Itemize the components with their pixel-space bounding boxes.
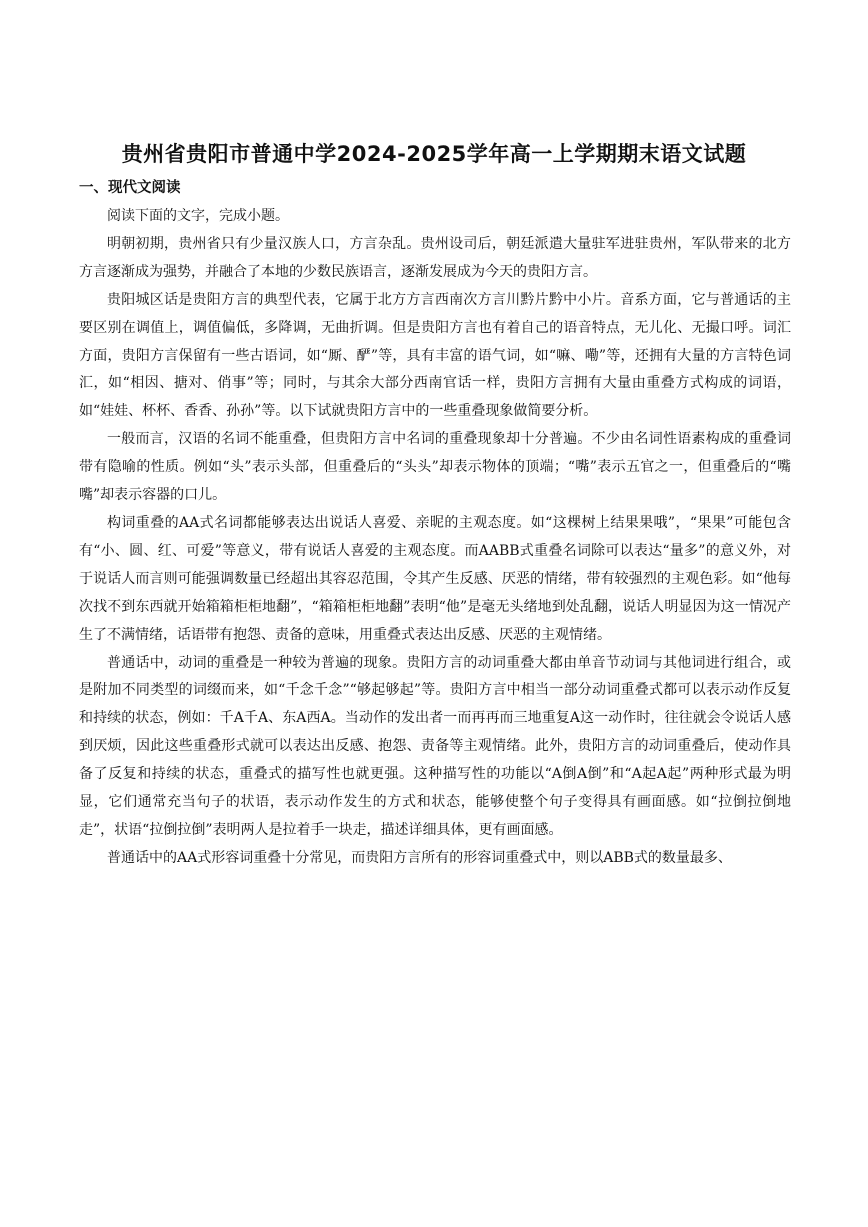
section-heading: 一、现代文阅读	[79, 180, 181, 196]
passage-paragraph: 普通话中的AA式形容词重叠十分常见，而贵阳方言所有的形容词重叠式中，则以ABB式的数量最多、	[107, 849, 732, 866]
passage-paragraph: 明朝初期，贵州省只有少量汉族人口，方言杂乱。贵州设司后，朝廷派遣大量驻军进驻贵州，军队带来的北方方言逐渐成为强势，并融合了本地的少数民族语言，逐渐发展成为今天的贵阳方言。	[79, 235, 791, 280]
reading-passage	[79, 203, 791, 873]
page-title: 贵州省贵阳市普通中学2024-2025学年高一上学期期末语文试题	[121, 142, 747, 166]
passage-paragraph: 普通话中，动词的重叠是一种较为普遍的现象。贵阳方言的动词重叠大都由单音节动词与其他词进行组合，或是附加不同类型的词缀而来，如“千念千念”“够起够起”等。贵阳方言中相当一部分动词重叠式都可以表示动作反复和持续的状态，例如：千A千A、东A西A。当动作的发出者一而再再而三地重复A这一动作时，往往就会令说话人感到厌烦，因此这些重叠形式就可以表达出反感、抱怨、责备等主观情绪。此外，贵阳方言的动词重叠后，使动作具备了反复和持续的状态，重叠式的描写性也就更强。这种描写性的功能以“A倒A倒”和“A起A起”两种形式最为明显，它们通常充当句子的状语，表示动作发生的方式和状态，能够使整个句子变得具有画面感。如“拉倒拉倒地走”，状语“拉倒拉倒”表明两人是拉着手一块走，描述详细具体，更有画面感。	[79, 654, 791, 838]
passage-paragraph: 一般而言，汉语的名词不能重叠，但贵阳方言中名词的重叠现象却十分普遍。不少由名词性语素构成的重叠词带有隐喻的性质。例如“头”表示头部，但重叠后的“头头”却表示物体的顶端；“嘴”表示五官之一，但重叠后的“嘴嘴”却表示容器的口儿。	[79, 431, 791, 504]
instruction-text: 阅读下面的文字，完成小题。	[107, 208, 289, 224]
passage-paragraph: 构词重叠的AA式名词都能够表达出说话人喜爱、亲昵的主观态度。如“这棵树上结果果哦”，“果果”可能包含有“小、圆、红、可爱”等意义，带有说话人喜爱的主观态度。而AABB式重叠名词除可以表达“量多”的意义外，对于说话人而言则可能强调数量已经超出其容忍范围，令其产生反感、厌恶的情绪，带有较强烈的主观色彩。如“他每次找不到东西就开始箱箱柜柜地翻”，“箱箱柜柜地翻”表明“他”是毫无头绪地到处乱翻，说话人明显因为这一情况产生了不满情绪，话语带有抱怨、责备的意味，用重叠式表达出反感、厌恶的主观情绪。	[79, 514, 791, 643]
passage-paragraph: 贵阳城区话是贵阳方言的典型代表，它属于北方方言西南次方言川黔片黔中小片。音系方面，它与普通话的主要区别在调值上，调值偏低，多降调，无曲折调。但是贵阳方言也有着自己的语音特点，无儿化、无撮口呼。词汇方面，贵阳方言保留有一些古语词，如“厮、酽”等，具有丰富的语气词，如“嘛、嘞”等，还拥有大量的方言特色词汇，如“相因、搪对、俏事”等；同时，与其余大部分西南官话一样，贵阳方言拥有大量由重叠方式构成的词语，如“娃娃、杯杯、香香、孙孙”等。以下试就贵阳方言中的一些重叠现象做简要分析。	[79, 291, 791, 420]
